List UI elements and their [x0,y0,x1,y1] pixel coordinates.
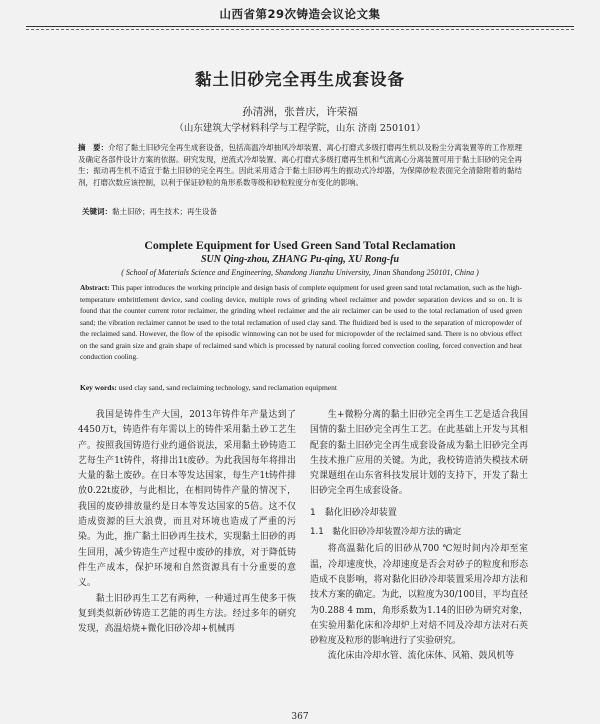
keywords-cn-text: 黏土旧砂；再生技术；再生设备 [112,207,217,216]
keywords-en-label: Key words: [80,383,117,392]
affiliation-en: ( School of Materials Science and Engineering, Shandong Jianzhu University, Jinan Shandong 250101, China ) [121,268,479,277]
abstract-cn-text: 介绍了黏土旧砂完全再生成套设备，包括高温冷却抽风冷却装置、离心打磨式多级打磨再生机以及粉尘分离装置等的工作原理及确定各部件设计方案的依据。研究发现，逆流式冷却装置、离心打磨式多级打磨再生机和气流离心分离装置可用于黏土旧砂的完全再生；振动再生机不适宜于黏土旧砂的完全再生。因此采用适合于黏土旧砂再生的振动式冷却器，为保障砂粒表面完全清除附着的黏结剂，打磨次数应该控制，以利于保证砂粒的角形系数等级和砂粒粒度分布变化的影响。 [78,143,523,187]
body-column-right [310,408,528,665]
paper-title-en: Complete Equipment for Used Green Sand Total Reclamation [144,238,456,252]
subsection-heading: 1.1 黏化旧砂冷却装置冷却方法的确定 [310,527,462,538]
running-header: 山西省第29次铸造会议论文集 [219,7,381,21]
authors-cn: 孙清洲，张普庆，许荣福 [242,106,358,118]
abstract-en [80,282,522,363]
abstract-en-label: Abstract: [80,283,110,292]
keywords-en-text: used clay sand, sand reclaiming technology, sand reclamation equipment [118,383,337,392]
page-number: 367 [291,712,309,722]
authors-en: SUN Qing-zhou, ZHANG Pu-qing, XU Rong-fu [200,254,400,265]
paper-title-cn: 黏土旧砂完全再生成套设备 [195,70,405,89]
body-column-left [78,408,296,637]
affiliation-cn: （山东建筑大学材料科学与工程学院，山东 济南 250101） [174,123,426,134]
keywords-cn [82,206,522,217]
body-paragraph: 流化床由冷却水管、流化床体、风箱、鼓风机等 [327,651,515,662]
header-rule [26,26,574,27]
abstract-en-text: This paper introduces the working principle and design basis of complete equipment for used green sand total reclamation, such as the high-temperature embrittlement device, sand cooling device, multiple rows of grinding wheel reclaimer and powder separation devices and so on. It is found that the counter current rotor reclaimer, the grinding wheel reclaimer and the air reclaimer can be used to the total reclamation of used green sand; the vibration reclaimer cannot be used to the total reclamation of used clay sand. The fluidized bed is used to the separation of micropowder of the reclaimed sand. However, the flow of the episodic winnowing can not be used for micropowder of the reclaimed sand. There is no obvious effect on the sand grain size and grain shape of reclaimed sand which is processed by natural cooling forced convection cooling, forced convection and heat conduction cooling. [80,283,522,361]
body-paragraph: 将高温黏化后的旧砂从700 ℃短时间内冷却至室温，冷却速度快，冷却速度是否会对砂子的粒度和形态造成不良影响，将对黏化旧砂冷却装置采用冷却方法和技术方案的确定。为此，以粒度为30/100目，平均直径为0.288 4 mm，角形系数为1.14的旧砂为研究对象，在实验用黏化床和冷却炉上对焙不同及冷却方法对石英砂粒度及粒形的影响进行了实验研究。 [310,544,528,647]
abstract-cn-label: 摘 要： [78,143,109,152]
body-paragraph: 生+微粉分离的黏土旧砂完全再生工艺是适合我国国情的黏土旧砂完全再生工艺。在此基础上开发与其相配套的黏土旧砂完全再生成套设备成为黏土旧砂完全再生技术推广应用的关键。为此，我校铸造消失模技术研究课题组在山东省科技发展计划的支持下，开发了黏土旧砂完全再生成套设备。 [310,410,528,497]
body-paragraph: 我国是铸件生产大国，2013年铸件年产量达到了4450万t，铸造件有年需以上的铸件采用黏土砂工艺生产。按照我国铸造行业约通俗说法，采用黏土砂铸造工艺每生产1t铸件，将排出1t废砂。为此我国每年将排出大量的黏土废砂。在日本等发达国家，每生产1t铸件排放0.22t废砂，与此相比，在相同铸件产量的情况下，我国的废砂排放量约是日本等发达国家的5倍。这不仅造成资源的巨大浪费，而且对环境也造成了严重的污染。为此，推广黏土旧砂再生技术，实现黏土旧砂的再生回用，减少铸造生产过程中废砂的排放，对于降低铸件生产成本，保护环境和自然资源具有十分重要的意义。 [78,410,296,589]
header-rule-dashed [26,29,574,30]
section-heading: 1 黏化旧砂冷却装置 [310,507,397,518]
body-paragraph: 黏土旧砂再生工艺有两种，一种通过再生使多干恢复到类似新砂铸造工艺能的再生方法。经过多年的研究发现，高温焙烧+微化旧砂冷却+机械再 [78,593,296,635]
keywords-en [80,382,522,393]
keywords-cn-label: 关键词： [82,207,112,216]
abstract-cn [78,142,522,188]
